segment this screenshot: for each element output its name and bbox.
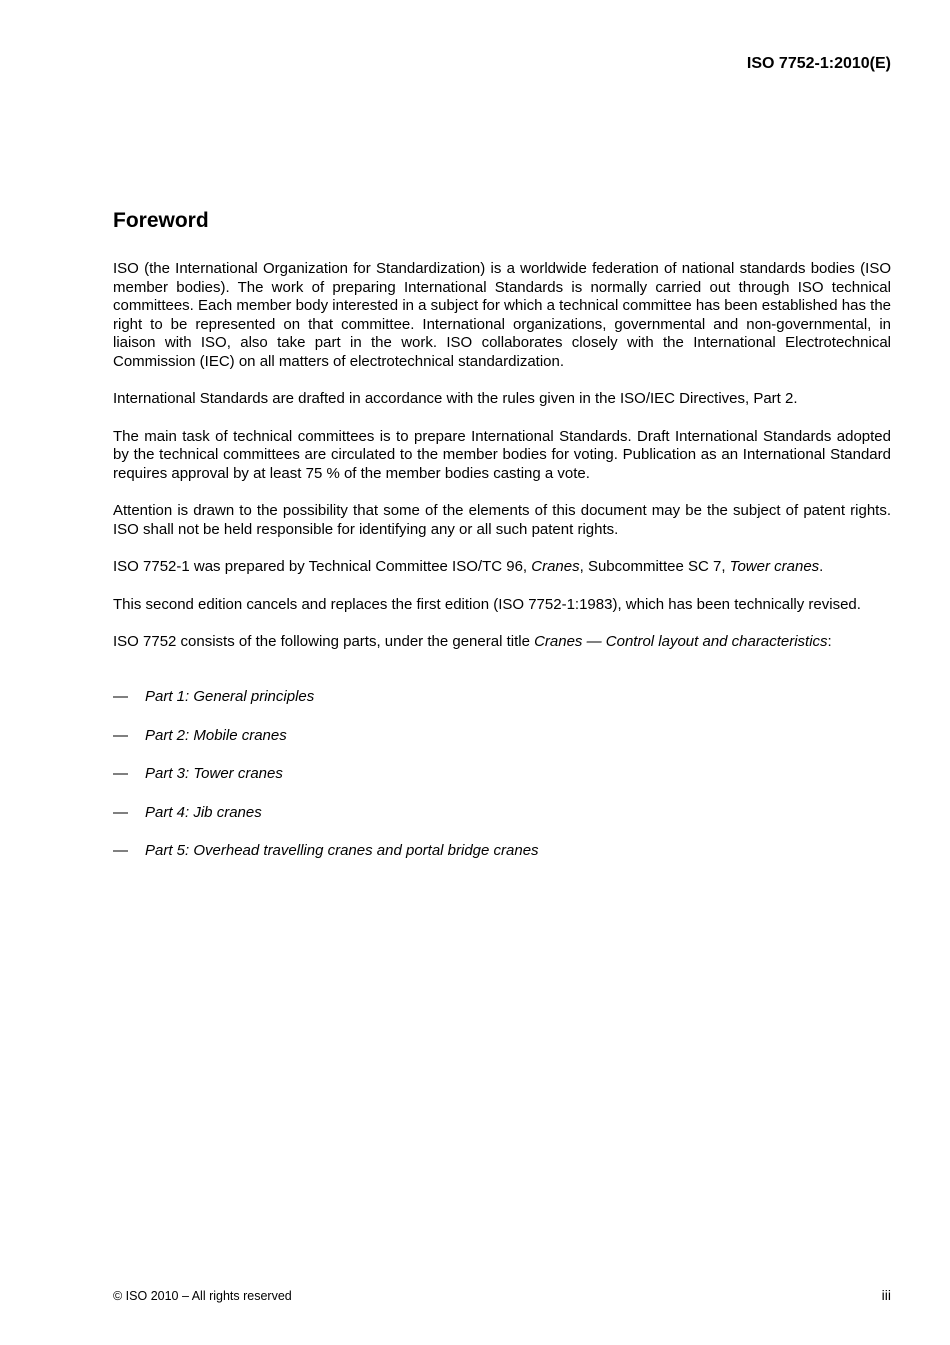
footer-page-number: iii: [881, 1287, 891, 1303]
list-item: [113, 764, 891, 803]
general-title: Cranes — Control layout and characteristics: [534, 633, 828, 650]
parts-list: [113, 687, 891, 880]
prepared-by-middle: , Subcommittee SC 7,: [579, 558, 730, 575]
part-label: Part 5: Overhead travelling cranes and portal bridge cranes: [145, 842, 539, 860]
part-label: Part 4: Jib cranes: [145, 803, 262, 821]
parts-intro-suffix: :: [827, 633, 832, 650]
committee-name: Cranes: [531, 558, 580, 575]
foreword-body: [113, 260, 891, 671]
list-item: [113, 803, 891, 842]
page-title: Foreword: [113, 209, 209, 232]
paragraph-committee-task: The main task of technical committees is to prepare International Standards. Draft International Standards adopted by the technical committees are circulated to the member bodies for voting. Publication as an International Standard requires approval by at least 75 % of the member bodies casting a vote.: [113, 427, 891, 482]
paragraph-parts-intro: [113, 633, 891, 652]
paragraph-edition: This second edition cancels and replaces the first edition (ISO 7752-1:1983), which has been technically revised.: [113, 595, 861, 613]
paragraph-directives: International Standards are drafted in accordance with the rules given in the ISO/IEC Directives, Part 2.: [113, 390, 798, 407]
part-label: Part 1: General principles: [145, 688, 315, 705]
paragraph-patent-rights: Attention is drawn to the possibility that some of the elements of this document may be the subject of patent rights. ISO shall not be held responsible for identifying any or all such patent rights.: [113, 502, 891, 538]
paragraph-iso-intro: ISO (the International Organization for Standardization) is a worldwide federation of national standards bodies (ISO member bodies). The work of preparing International Standards is normally carried out through ISO technical committees. Each member body interested in a subject for which a technical committee has been established has the right to be represented on that committee. International organizations, governmental and non-governmental, in liaison with ISO, also take part in the work. ISO collaborates closely with the International Electrotechnical Commission (IEC) on all matters of electrotechnical standardization.: [113, 260, 891, 370]
prepared-by-prefix: ISO 7752-1 was prepared by Technical Committee ISO/TC 96,: [113, 558, 532, 575]
prepared-by-suffix: .: [819, 558, 824, 575]
part-label: Part 2: Mobile cranes: [145, 726, 287, 744]
list-dash: —: [113, 688, 128, 705]
document-id: ISO 7752-1:2010(E): [746, 55, 891, 72]
list-dash: —: [113, 726, 128, 744]
parts-intro-prefix: ISO 7752 consists of the following parts, under the general title: [113, 633, 535, 650]
paragraph-prepared-by: [113, 558, 891, 577]
list-dash: —: [113, 803, 128, 821]
footer-copyright: © ISO 2010 – All rights reserved: [113, 1289, 292, 1303]
list-item: [113, 841, 891, 880]
list-dash: —: [113, 765, 128, 783]
list-item: [113, 726, 891, 765]
subcommittee-name: Tower cranes: [729, 558, 820, 575]
list-dash: —: [113, 842, 128, 860]
part-label: Part 3: Tower cranes: [145, 765, 283, 783]
list-item: [113, 687, 891, 726]
